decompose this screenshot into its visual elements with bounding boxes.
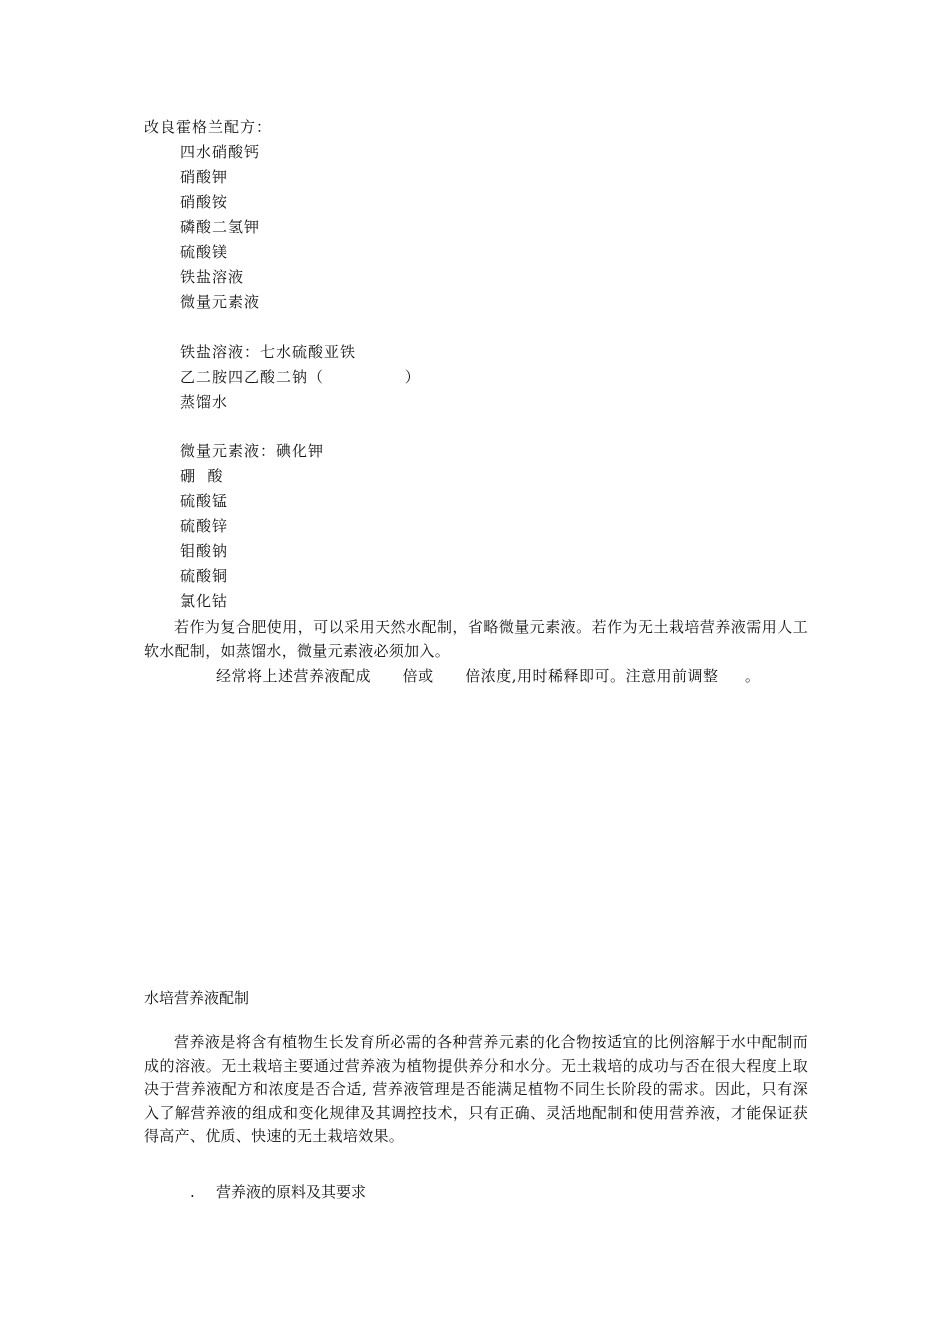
subheading: 营养液的原料及其要求 xyxy=(216,1183,367,1201)
formula-item: 四水硝酸钙 xyxy=(180,143,261,161)
intro-paragraph: 营养液是将含有植物生长发育所必需的各种营养元素的化合物按适宜的比例溶解于水中配制而成的溶液。无土栽培主要通过营养液为植物提供养分和水分。无土栽培的成功与否在很大程度上取决于营养液配方和浓度是否合适, 营养液管理是否能满足植物不同生长阶段的需求。因此，只有深入了解营养液的组成和变化规律及其调控技术，只有正确、灵活地配制和使用营养液，才能保证获得高产、优质、快速的无土栽培效果。 xyxy=(144,1033,808,1146)
usage-note-paragraph: 若作为复合肥使用，可以采用天然水配制，省略微量元素液。若作为无土栽培营养液需用人工软水配制，如蒸馏水，微量元素液必须加入。 xyxy=(144,618,808,660)
micro-solution-line: 硼 酸 xyxy=(180,467,224,485)
subheading-number: . xyxy=(190,1183,196,1201)
iron-solution-line: 铁盐溶液：七水硫酸亚铁 xyxy=(180,343,357,361)
section-title: 水培营养液配制 xyxy=(144,989,250,1007)
formula-item: 铁盐溶液 xyxy=(180,268,245,286)
micro-solution-line: 硫酸铜 xyxy=(180,567,229,585)
formula-item: 硝酸钾 xyxy=(180,168,229,186)
iron-solution-line: 蒸馏水 xyxy=(180,393,229,411)
micro-solution-line: 硫酸锌 xyxy=(180,517,229,535)
formula-item: 微量元素液 xyxy=(180,293,261,311)
formula-item: 硝酸铵 xyxy=(180,193,229,211)
formula-item: 硫酸镁 xyxy=(180,243,229,261)
dilution-note: 经常将上述营养液配成 倍或 倍浓度,用时稀释即可。注意用前调整 。 xyxy=(216,667,761,685)
micro-solution-line: 氯化钴 xyxy=(180,592,229,610)
iron-solution-line: 乙二胺四乙酸二钠（ ） xyxy=(180,368,421,386)
micro-solution-line: 微量元素液：碘化钾 xyxy=(180,442,325,460)
micro-solution-line: 钼酸钠 xyxy=(180,542,229,560)
micro-solution-line: 硫酸锰 xyxy=(180,492,229,510)
formula-item: 磷酸二氢钾 xyxy=(180,218,261,236)
formula-title: 改良霍格兰配方： xyxy=(144,118,273,136)
